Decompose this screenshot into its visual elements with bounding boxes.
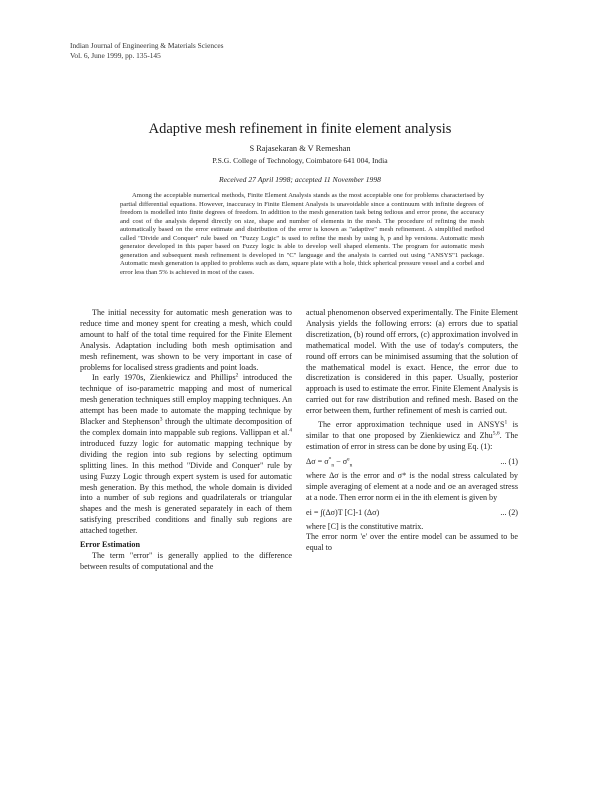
- equation-2: [306, 506, 518, 520]
- error-paragraph-3: [306, 420, 518, 453]
- equation-2-number: ... (2): [500, 507, 518, 517]
- eq-sup: *: [328, 456, 332, 463]
- citation-ref: 1: [504, 419, 508, 426]
- citation-ref: 4: [289, 427, 292, 434]
- right-column: [306, 308, 518, 554]
- error-paragraph-2: actual phenomenon observed experimentally. The Finite Element Analysis yields the following errors: (a) errors due to spatial discretization, (b) round off errors, (c) approximation involved in mathematical model. With the use of today's computers, the round off errors can be minimised assuming that the solution of the mathematical model is exact. Hence, the error due to discretization is considered in this paper. Usually, posterior approach is used to estimate the error. Finite Element Analysis is carried out for raw distribution and refined mesh. Based on the error between them, further refinement of mesh is carried out.: [306, 308, 518, 416]
- journal-volume: Vol. 6, June 1999, pp. 135-145: [70, 50, 161, 60]
- equation-1: [306, 455, 518, 469]
- error-paragraph-6: The error norm 'e' over the entire model can be assumed to be equal to: [306, 532, 518, 553]
- text-run: through the ultimate decomposition of the complex domain into mappable sub regions. Vallippan et al.: [80, 417, 292, 437]
- citation-ref: 5,6: [492, 430, 500, 437]
- journal-name: Indian Journal of Engineering & Materials Sciences: [70, 41, 224, 50]
- error-paragraph-1: The term "error" is generally applied to the difference between results of computational and the: [80, 550, 292, 571]
- paper-authors: S Rajasekaran & V Remeshan: [249, 144, 351, 153]
- paper-title: Adaptive mesh refinement in finite element analysis: [148, 121, 452, 137]
- eq-term: − σ: [334, 456, 348, 466]
- received-accepted-dates: Received 27 April 1998; accepted 11 November 1998: [219, 175, 381, 184]
- journal-info: [70, 41, 224, 60]
- citation-ref: 3: [159, 416, 163, 423]
- error-paragraph-5: where [C] is the constitutive matrix.: [306, 521, 424, 531]
- text-run: introduced fuzzy logic for automatic mapping technique by dividing the region into sub regions by selecting optimum splitting lines. In this method "Divide and Conquer" rule by using Fuzzy Logic through expert system is used for automatic mesh generation. By this method, the whole domain is divided into a number of sub regions and quadrilaterals or triangular shapes and the mesh is generated separately in each of them satisfying prescribed conditions and finally sub regions are attached together.: [80, 438, 292, 536]
- text-run: is similar to that one proposed by Zienkiewicz and Zhu: [306, 420, 519, 440]
- intro-paragraph-1: The initial necessity for automatic mesh generation was to reduce time and money spent for creating a mesh, which could amount to half of the total time required for the Finite Element Analysis. Adaptation including both mesh optimisation and mesh refinement, was shown to be very important in case of problems for localised stress gradients and point loads.: [80, 308, 292, 372]
- text-run: In early 1970s, Zienkiewicz and Phillips: [92, 373, 236, 383]
- citation-ref: 2: [235, 372, 239, 379]
- error-paragraph-4: where Δσ is the error and σ* is the nodal stress calculated by simple averaging of element at a node and σe an averaged stress at a node. Then error norm ei in the ith element is given by: [306, 470, 518, 502]
- abstract: Among the acceptable numerical methods, Finite Element Analysis stands as the most acceptable one for problems characterised by partial differential equations. However, inaccuracy in Finite Element Analysis is unavoidable since a continuum with infinite degrees of freedom is modelled into finite degrees of freedom. In addition to the mesh generation task being tedious and error prone, the accuracy and cost of the analysis depend directly on size, shape and number of elements in the mesh. The procedure of refining the mesh automatically based on the error estimate and distribution of the error is known as "adaptive" mesh refinement. A simplified method called "Divide and Conquer" rule based on "Fuzzy Logic" is used to refine the mesh by using h, p and hp versions. Automatic mesh generator developed in this paper based on Fuzzy logic is able to develop well shaped elements. The program for automatic mesh generation and subsequent mesh refinement is developed in "C" language and the analysis is carried out using "ANSYS"1 package. Automatic mesh generation is applied to problems such as dam, square plate with a hole, thick spherical pressure vessel and a corbel and error less than 5% is achieved in most of the cases.: [120, 192, 484, 276]
- author-affiliation: P.S.G. College of Technology, Coimbatore 641 004, India: [212, 156, 388, 165]
- eq-term: Δσ = σ: [306, 456, 329, 466]
- eq-sup: e: [347, 456, 350, 463]
- eq-sub: n: [331, 462, 335, 469]
- left-column: [80, 308, 292, 573]
- intro-paragraph-2: [80, 373, 292, 537]
- text-run: The error approximation technique used in ANSYS: [318, 420, 505, 430]
- eq-sub: n: [349, 462, 353, 469]
- section-heading-error-estimation: Error Estimation: [80, 540, 140, 550]
- equation-1-number: ... (1): [500, 456, 518, 466]
- text-run: . The estimation of error in stress can be done by using Eq. (1):: [306, 430, 518, 451]
- equation-2-body: ei = ∫(Δσ)T [C]-1 (Δσ): [306, 507, 380, 517]
- text-run: introduced the technique of iso-parametric mapping and most of numerical mesh generation techniques still employ mapping techniques. An attempt has been made to automate the mapping technique by Blacker and Stephenson: [80, 373, 293, 427]
- equation-1-body: [306, 456, 353, 469]
